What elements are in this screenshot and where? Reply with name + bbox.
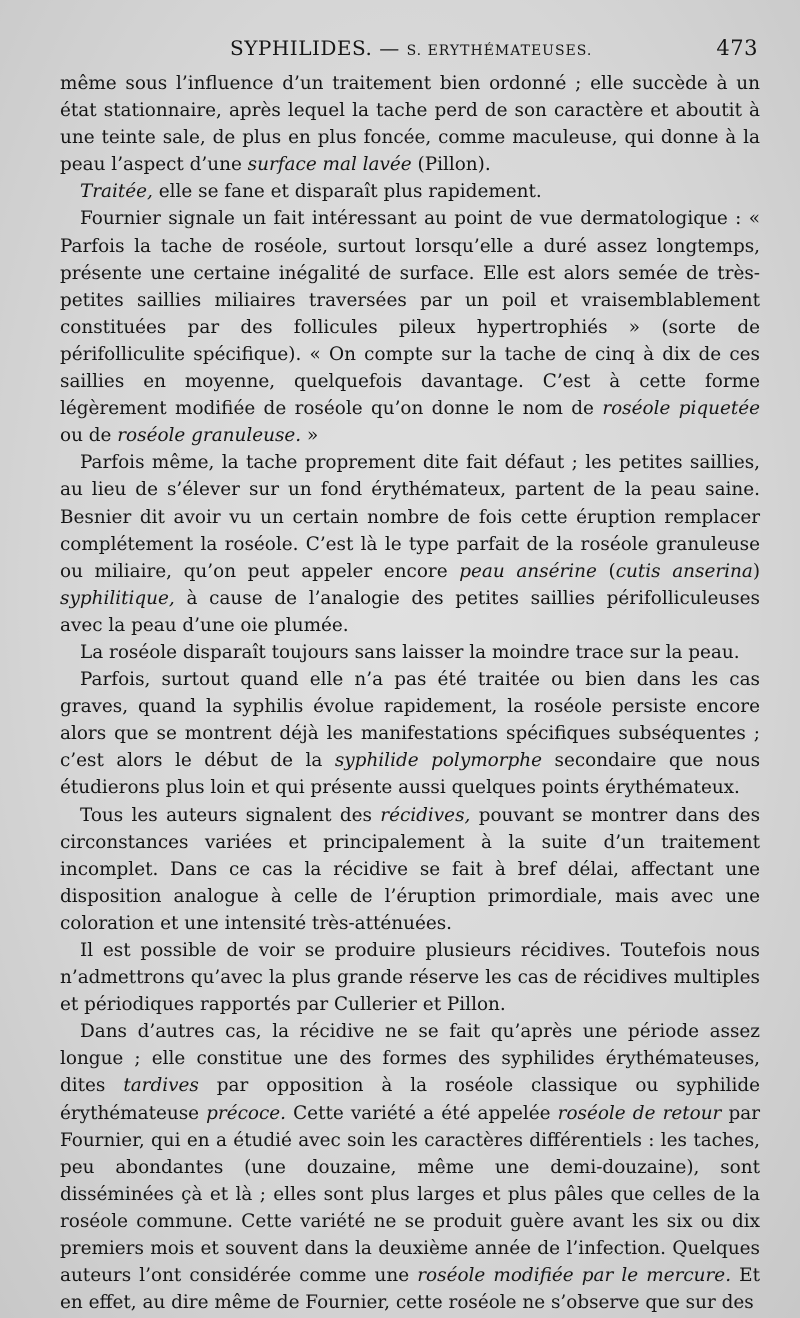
text-run: secondaire que nous étudierons plus loin et qui présente aussi quelques points érythémateux. [60,750,761,799]
paragraph [60,639,760,666]
running-head [60,36,760,70]
text-run: Il est possible de voir se produire plusieurs récidives. Toutefois nous n’admettrons qu’avec la plus grande réserve les cas de récidives multiples et périodiques rapportés par Cullerier et Pillon. [60,940,760,1016]
text-run: Tous les auteurs signalent des [80,804,381,826]
text-run: » [301,425,319,447]
text-run: Cette variété a été appelée [286,1102,558,1124]
text-run: par opposition à la roséole classique ou syphilide érythémateuse [60,1075,760,1124]
italic-term: Traitée, [80,181,153,203]
italic-term: cutis anserina [615,560,753,582]
paragraph [60,666,760,801]
text-run: par Fournier, qui en a étudié avec soin les caractères différentiels : les taches, peu abondantes (une douzaine, même une demi-douzaine), sont disséminées çà et là ; elles sont plus larges et plus pâles que celles de la roséole commune. Cette variété ne se produit guère avant les six ou dix premiers mois et souvent dans la deuxième année de l’infection. Quelques auteurs l’ont considérée comme une [60,1102,760,1287]
text-run: Dans d’autres cas, la récidive ne se fait qu’après une période assez longue ; elle constitue une des formes des syphilides érythémateuses, dites [60,1021,760,1097]
text-run: pouvant se montrer dans des circonstances variées et principalement à la suite d’un traitement incomplet. Dans ce cas la récidive se fait à bref délai, affectant une disposition analogue à celle de l’éruption primordiale, mais avec une coloration et une intensité très-atténuées. [60,804,761,934]
text-run: même sous l’influence d’un traitement bien ordonné ; elle succède à un état stationnaire, après lequel la tache perd de son caractère et aboutit à une teinte sale, de plus en plus foncée, comme maculeuse, qui donne à la peau l’aspect d’une [60,73,760,176]
text-run: (Pillon). [411,154,491,176]
italic-term: peau ansérine [459,560,597,582]
italic-term: tardives [123,1075,199,1097]
italic-term: récidives, [380,804,471,826]
text-run: ( [596,560,616,582]
text-run: ou de [60,425,118,447]
text-run: Parfois même, la tache proprement dite fait défaut ; les petites saillies, au lieu de s’élever sur un fond érythémateux, partent de la peau saine. Besnier dit avoir vu un certain nombre de fois cette éruption remplacer complétement la roséole. C’est là le type parfait de la roséole granuleuse ou miliaire, qu’on peut appeler encore [60,452,760,582]
italic-term: roséole de retour [557,1102,722,1124]
paragraph [60,937,760,1018]
text-run: Et en effet, au dire même de Fournier, cette roséole ne s’observe que sur des [60,1265,760,1314]
italic-term: roséole modifiée par le mercure. [417,1265,732,1287]
italic-term: roséole granuleuse. [117,425,302,447]
italic-term: surface mal lavée [247,154,412,176]
running-title-main: SYPHILIDES. — [230,36,407,60]
paragraph [60,1018,760,1316]
paragraph [60,449,760,639]
paragraph [60,70,760,178]
italic-term: syphilide polymorphe [334,750,543,772]
body-text [60,70,760,1316]
text-run: Fournier signale un fait intéressant au point de vue dermatologique : « Parfois la tache de roséole, surtout lorsqu’elle a duré assez longtemps, présente une certaine inégalité de surface. Elle est alors semée de très-petites saillies miliaires traversées par un poil et vraisemblablement constituées par des follicules pileux hypertrophiés » (sorte de périfolliculite spécifique). « On compte sur la tache de cinq à dix de ces saillies en moyenne, quelquefois davantage. C’est à cette forme légèrement modifiée de roséole qu’on donne le nom de [60,208,760,420]
page-number: 473 [716,36,758,60]
text-run: à cause de l’analogie des petites saillies périfolliculeuses avec la peau d’une oie plumée. [60,587,760,636]
text-run: elle se fane et disparaît plus rapidement. [152,181,542,203]
italic-term: précoce. [206,1102,286,1124]
running-title [230,36,592,60]
text-run: ) [752,560,761,582]
paragraph [60,205,760,449]
italic-term: syphilitique, [60,587,175,609]
text-run: La roséole disparaît toujours sans laisser la moindre trace sur la peau. [80,641,740,663]
italic-term: roséole piquetée [602,398,761,420]
paragraph [60,178,760,205]
running-title-sub: S. ERYTHÉMATEUSES. [406,43,593,59]
text-run: Parfois, surtout quand elle n’a pas été traitée ou bien dans les cas graves, quand la syphilis évolue rapidement, la roséole persiste encore alors que se montrent déjà les manifestations spécifiques subséquentes ; c’est alors le début de la [60,669,760,772]
paragraph [60,802,760,937]
